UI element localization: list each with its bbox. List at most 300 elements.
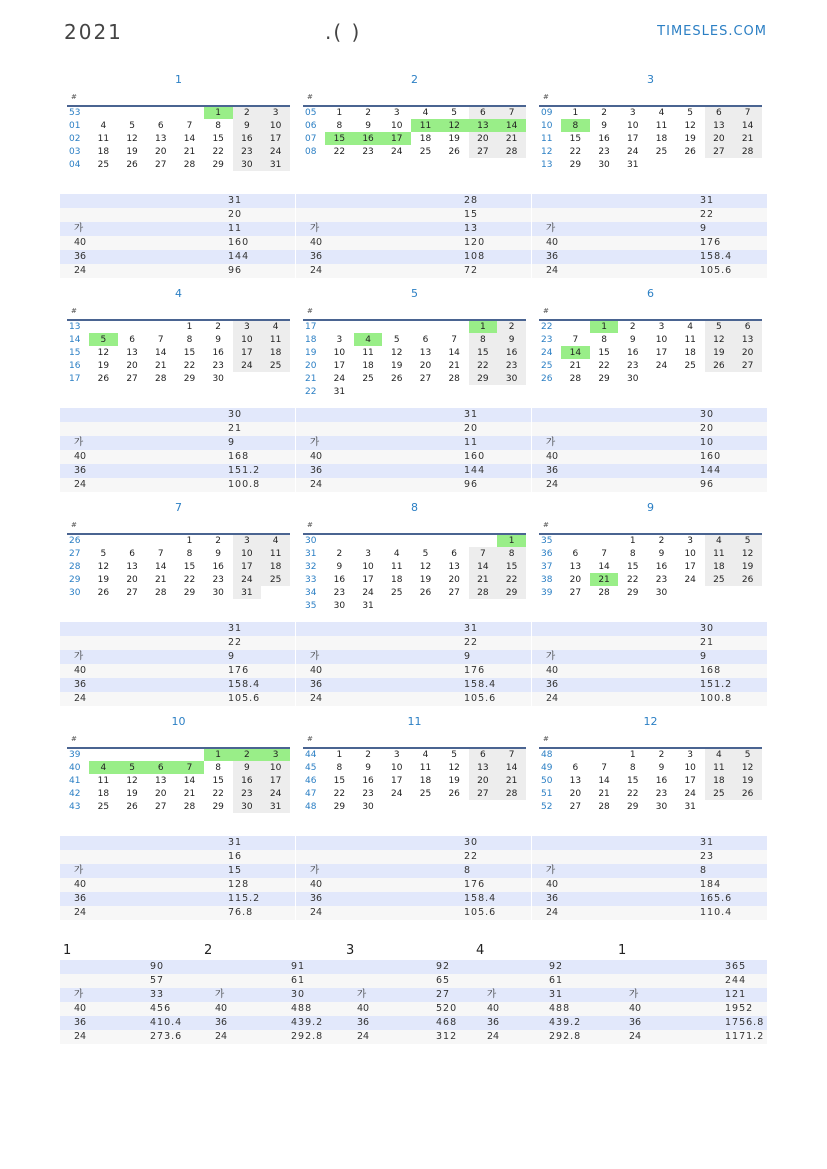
day-cell bbox=[382, 320, 411, 333]
day-cell: 25 bbox=[419, 146, 432, 157]
stats-row bbox=[532, 264, 767, 278]
month-calendar bbox=[303, 70, 526, 158]
day-cell: 19 bbox=[391, 360, 403, 371]
day-cell bbox=[89, 106, 118, 119]
stats-label: 40 bbox=[629, 1003, 642, 1014]
month-title: 12 bbox=[643, 715, 658, 728]
day-cell: 3 bbox=[687, 750, 694, 760]
day-cell bbox=[89, 320, 118, 333]
day-cell: 28 bbox=[497, 145, 526, 158]
day-cell: 11 bbox=[362, 347, 374, 358]
day-cell: 25 bbox=[97, 801, 110, 812]
day-cell: 31 bbox=[261, 800, 290, 813]
stats-label: 40 bbox=[74, 665, 87, 676]
week-row bbox=[303, 385, 526, 398]
day-cell: 18 bbox=[419, 775, 432, 786]
week-row bbox=[303, 320, 526, 333]
stats-label: 40 bbox=[546, 237, 559, 248]
day-cell bbox=[705, 372, 734, 385]
day-cell bbox=[118, 320, 147, 333]
day-cell: 27 bbox=[569, 801, 582, 812]
stats-label: 24 bbox=[74, 479, 87, 490]
week-row bbox=[67, 586, 290, 599]
day-cell bbox=[469, 534, 498, 547]
day-cell: 12 bbox=[126, 133, 138, 144]
day-cell: 10 bbox=[684, 762, 696, 773]
stats-value: 410.4 bbox=[150, 1017, 183, 1028]
day-cell: 11 bbox=[705, 547, 734, 560]
day-cell: 24 bbox=[233, 573, 262, 586]
week-row bbox=[303, 560, 526, 573]
stats-value: 10 bbox=[700, 437, 715, 448]
day-cell: 17 bbox=[655, 347, 668, 358]
day-cell: 9 bbox=[215, 548, 222, 559]
stats-value: 31 bbox=[549, 989, 564, 1000]
month-title: 7 bbox=[175, 501, 182, 514]
day-cell: 26 bbox=[684, 146, 696, 157]
day-cell: 6 bbox=[146, 761, 175, 774]
day-cell: 22 bbox=[183, 360, 196, 371]
stats-label: 가 bbox=[310, 223, 320, 234]
stats-label: 가 bbox=[546, 437, 556, 448]
stats-value: 144 bbox=[700, 465, 722, 476]
stats-label: 가 bbox=[310, 437, 320, 448]
day-cell bbox=[705, 800, 734, 813]
quarter-row bbox=[60, 70, 767, 284]
stats-value: 92 bbox=[549, 961, 564, 972]
day-cell: 18 bbox=[97, 788, 110, 799]
day-cell bbox=[233, 372, 262, 385]
day-cell: 5 bbox=[451, 108, 458, 118]
month-calendar bbox=[67, 498, 290, 599]
day-cell: 7 bbox=[469, 547, 498, 560]
day-cell: 21 bbox=[155, 360, 167, 371]
week-row bbox=[539, 158, 762, 171]
week-number: 08 bbox=[305, 146, 317, 157]
total-period-title: 3 bbox=[346, 943, 355, 958]
stats-row bbox=[473, 960, 615, 974]
day-cell: 7 bbox=[601, 762, 607, 773]
week-number: 26 bbox=[541, 373, 553, 384]
day-cell bbox=[89, 534, 118, 547]
month-days-table bbox=[303, 533, 526, 612]
month-title: 2 bbox=[411, 73, 418, 86]
week-row bbox=[303, 573, 526, 586]
day-cell: 25 bbox=[97, 159, 110, 170]
stats-label: 36 bbox=[74, 1017, 87, 1028]
day-cell: 4 bbox=[658, 108, 665, 118]
site-logo[interactable]: TIMESLES.COM bbox=[657, 24, 767, 39]
stats-value: 244 bbox=[725, 975, 747, 986]
stats-value: 31 bbox=[464, 409, 479, 420]
stats-value: 488 bbox=[549, 1003, 571, 1014]
stats-label: 24 bbox=[310, 907, 323, 918]
stats-label: 36 bbox=[74, 679, 87, 690]
day-cell: 13 bbox=[469, 119, 498, 132]
stats-row bbox=[60, 850, 295, 864]
month-stats bbox=[296, 408, 531, 492]
day-cell: 10 bbox=[333, 347, 346, 358]
week-row bbox=[539, 119, 762, 132]
stats-row bbox=[473, 988, 615, 1002]
day-cell: 4 bbox=[705, 534, 734, 547]
day-cell bbox=[440, 385, 469, 398]
week-number: 01 bbox=[69, 120, 81, 131]
day-cell: 21 bbox=[448, 360, 460, 371]
month-title: 3 bbox=[647, 73, 654, 86]
stats-row bbox=[343, 960, 473, 974]
day-cell: 13 bbox=[569, 775, 582, 786]
day-cell: 8 bbox=[186, 548, 193, 559]
stats-value: 23 bbox=[700, 851, 715, 862]
stats-value: 151.2 bbox=[228, 465, 261, 476]
month-title: 1 bbox=[175, 73, 182, 86]
stats-row bbox=[343, 1030, 473, 1044]
stats-label: 가 bbox=[74, 223, 84, 234]
week-number-header: # bbox=[71, 307, 77, 315]
week-number: 48 bbox=[305, 801, 317, 812]
week-row bbox=[303, 333, 526, 346]
month-stats bbox=[60, 622, 295, 706]
stats-row bbox=[60, 464, 295, 478]
day-cell: 4 bbox=[422, 750, 429, 760]
day-cell bbox=[676, 158, 705, 171]
stats-row bbox=[296, 478, 531, 492]
day-cell: 2 bbox=[233, 748, 262, 761]
subtitle: .( ) bbox=[325, 20, 362, 44]
month-title: 4 bbox=[175, 287, 182, 300]
day-cell: 9 bbox=[233, 119, 262, 132]
week-number: 10 bbox=[541, 120, 553, 131]
day-cell: 21 bbox=[469, 573, 498, 586]
day-cell: 26 bbox=[126, 159, 138, 170]
day-cell: 16 bbox=[233, 132, 262, 145]
stats-value: 184 bbox=[700, 879, 722, 890]
stats-row bbox=[532, 878, 767, 892]
week-number: 11 bbox=[541, 133, 553, 144]
stats-value: 144 bbox=[228, 251, 250, 262]
day-cell: 13 bbox=[155, 133, 167, 144]
stats-label: 40 bbox=[215, 1003, 228, 1014]
stats-row bbox=[296, 464, 531, 478]
stats-row bbox=[296, 664, 531, 678]
stats-value: 158.4 bbox=[700, 251, 733, 262]
day-cell bbox=[561, 320, 590, 333]
day-cell: 9 bbox=[233, 761, 262, 774]
day-cell: 29 bbox=[497, 586, 526, 599]
day-cell: 16 bbox=[627, 347, 639, 358]
week-row bbox=[539, 132, 762, 145]
day-cell bbox=[118, 534, 147, 547]
day-cell: 1 bbox=[186, 536, 193, 546]
stats-row bbox=[296, 436, 531, 450]
day-cell: 15 bbox=[183, 347, 196, 358]
week-number: 03 bbox=[69, 146, 81, 157]
month-calendar bbox=[67, 70, 290, 171]
day-cell: 9 bbox=[497, 333, 526, 346]
week-number: 36 bbox=[541, 548, 553, 559]
day-cell: 24 bbox=[333, 373, 346, 384]
day-cell bbox=[440, 320, 469, 333]
day-cell: 24 bbox=[684, 788, 696, 799]
stats-row bbox=[201, 1002, 343, 1016]
day-cell: 1 bbox=[186, 322, 193, 332]
day-cell: 16 bbox=[333, 574, 346, 585]
day-cell: 16 bbox=[362, 775, 374, 786]
day-cell: 21 bbox=[590, 573, 619, 586]
stats-value: 90 bbox=[150, 961, 165, 972]
day-cell: 30 bbox=[598, 159, 610, 170]
day-cell bbox=[590, 748, 619, 761]
stats-value: 176 bbox=[228, 665, 250, 676]
stats-row bbox=[296, 906, 531, 920]
day-cell: 27 bbox=[469, 787, 498, 800]
day-cell: 10 bbox=[261, 119, 290, 132]
stats-value: 176 bbox=[700, 237, 722, 248]
day-cell: 23 bbox=[655, 574, 668, 585]
stats-value: 1952 bbox=[725, 1003, 754, 1014]
week-row bbox=[67, 573, 290, 586]
week-number: 38 bbox=[541, 574, 553, 585]
stats-value: 365 bbox=[725, 961, 747, 972]
stats-value: 8 bbox=[700, 865, 708, 876]
day-cell: 18 bbox=[655, 133, 668, 144]
day-cell: 7 bbox=[497, 748, 526, 761]
day-cell: 15 bbox=[333, 775, 346, 786]
day-cell: 14 bbox=[469, 560, 498, 573]
day-cell: 4 bbox=[705, 748, 734, 761]
stats-row bbox=[532, 836, 767, 850]
week-row bbox=[539, 787, 762, 800]
day-cell: 29 bbox=[212, 801, 224, 812]
day-cell: 26 bbox=[97, 587, 110, 598]
week-row bbox=[539, 774, 762, 787]
day-cell: 29 bbox=[469, 372, 498, 385]
day-cell: 27 bbox=[155, 801, 167, 812]
day-cell: 23 bbox=[333, 587, 346, 598]
week-number-header: # bbox=[71, 735, 77, 743]
day-cell bbox=[440, 534, 469, 547]
stats-value: 120 bbox=[464, 237, 486, 248]
week-number: 28 bbox=[69, 561, 81, 572]
day-cell: 3 bbox=[629, 108, 636, 118]
day-cell: 3 bbox=[261, 748, 290, 761]
week-row bbox=[67, 106, 290, 119]
day-cell: 28 bbox=[469, 586, 498, 599]
day-cell: 1 bbox=[590, 320, 619, 333]
stats-value: 31 bbox=[700, 837, 715, 848]
month-stats bbox=[60, 408, 295, 492]
day-cell: 13 bbox=[569, 561, 582, 572]
day-cell bbox=[733, 586, 762, 599]
day-cell: 3 bbox=[233, 534, 262, 547]
day-cell: 26 bbox=[126, 801, 138, 812]
day-cell: 25 bbox=[362, 373, 374, 384]
day-cell: 11 bbox=[261, 333, 290, 346]
week-row bbox=[67, 158, 290, 171]
week-number: 34 bbox=[305, 587, 317, 598]
day-cell: 27 bbox=[469, 145, 498, 158]
day-cell bbox=[146, 320, 175, 333]
week-number-header: # bbox=[543, 93, 549, 101]
stats-value: 488 bbox=[291, 1003, 313, 1014]
page-header bbox=[0, 0, 827, 60]
stats-value: 15 bbox=[464, 209, 479, 220]
day-cell bbox=[382, 385, 411, 398]
stats-row bbox=[60, 692, 295, 706]
stats-label: 40 bbox=[310, 879, 323, 890]
day-cell: 22 bbox=[627, 788, 639, 799]
day-cell: 20 bbox=[126, 574, 138, 585]
day-cell: 7 bbox=[733, 106, 762, 119]
stats-row bbox=[296, 622, 531, 636]
month-stats bbox=[532, 622, 767, 706]
day-cell: 12 bbox=[97, 561, 110, 572]
day-cell bbox=[411, 385, 440, 398]
week-number: 35 bbox=[305, 600, 317, 611]
stats-label: 가 bbox=[310, 865, 320, 876]
month-title: 9 bbox=[647, 501, 654, 514]
week-row bbox=[67, 547, 290, 560]
week-number: 33 bbox=[305, 574, 317, 585]
stats-label: 24 bbox=[546, 693, 559, 704]
week-row bbox=[539, 547, 762, 560]
stats-label: 40 bbox=[310, 665, 323, 676]
stats-row bbox=[532, 906, 767, 920]
stats-value: 11 bbox=[464, 437, 479, 448]
week-row bbox=[539, 748, 762, 761]
stats-label: 가 bbox=[74, 437, 84, 448]
total-column bbox=[201, 940, 343, 1044]
day-cell: 8 bbox=[629, 762, 636, 773]
day-cell: 8 bbox=[215, 762, 222, 773]
stats-label: 40 bbox=[546, 451, 559, 462]
month-days-table bbox=[67, 747, 290, 813]
day-cell: 17 bbox=[261, 132, 290, 145]
stats-value: 27 bbox=[436, 989, 451, 1000]
stats-row bbox=[60, 836, 295, 850]
stats-row bbox=[343, 1016, 473, 1030]
stats-label: 36 bbox=[546, 251, 559, 262]
stats-value: 100.8 bbox=[700, 693, 733, 704]
month-title: 8 bbox=[411, 501, 418, 514]
month-calendar bbox=[539, 284, 762, 385]
week-row bbox=[303, 372, 526, 385]
day-cell: 11 bbox=[97, 775, 110, 786]
day-cell: 10 bbox=[655, 334, 668, 345]
day-cell: 7 bbox=[601, 548, 607, 559]
day-cell: 6 bbox=[572, 548, 579, 559]
stats-value: 168 bbox=[228, 451, 250, 462]
stats-value: 439.2 bbox=[291, 1017, 324, 1028]
stats-value: 165.6 bbox=[700, 893, 733, 904]
stats-label: 24 bbox=[357, 1031, 370, 1042]
stats-row bbox=[473, 1030, 615, 1044]
day-cell: 5 bbox=[393, 334, 400, 345]
day-cell: 6 bbox=[469, 748, 498, 761]
day-cell: 17 bbox=[333, 360, 346, 371]
day-cell: 10 bbox=[627, 120, 639, 131]
stats-label: 40 bbox=[74, 451, 87, 462]
stats-row bbox=[532, 222, 767, 236]
week-row bbox=[303, 106, 526, 119]
stats-label: 40 bbox=[546, 665, 559, 676]
day-cell bbox=[705, 158, 734, 171]
day-cell: 10 bbox=[391, 120, 403, 131]
stats-row bbox=[296, 194, 531, 208]
day-cell: 12 bbox=[448, 762, 460, 773]
stats-row bbox=[473, 1002, 615, 1016]
day-cell: 5 bbox=[687, 108, 694, 118]
week-number: 17 bbox=[305, 322, 317, 332]
stats-label: 24 bbox=[310, 479, 323, 490]
day-cell: 20 bbox=[419, 360, 432, 371]
day-cell: 11 bbox=[411, 119, 440, 132]
stats-row bbox=[343, 974, 473, 988]
day-cell: 20 bbox=[155, 788, 167, 799]
day-cell: 18 bbox=[705, 774, 734, 787]
week-number: 35 bbox=[541, 536, 553, 546]
day-cell bbox=[733, 158, 762, 171]
stats-row bbox=[60, 408, 295, 422]
week-number: 39 bbox=[69, 750, 81, 760]
day-cell: 2 bbox=[658, 536, 665, 546]
stats-value: 21 bbox=[228, 423, 243, 434]
day-cell: 6 bbox=[572, 762, 579, 773]
month-days-table bbox=[303, 105, 526, 158]
day-cell: 22 bbox=[212, 146, 224, 157]
month-calendar bbox=[67, 284, 290, 385]
stats-label: 40 bbox=[487, 1003, 500, 1014]
day-cell: 13 bbox=[419, 347, 432, 358]
day-cell: 5 bbox=[89, 333, 118, 346]
day-cell: 13 bbox=[733, 333, 762, 346]
month-days-table bbox=[539, 319, 762, 385]
week-row bbox=[303, 346, 526, 359]
day-cell: 1 bbox=[629, 750, 636, 760]
day-cell: 15 bbox=[627, 561, 639, 572]
week-row bbox=[539, 346, 762, 359]
week-number-header: # bbox=[307, 307, 313, 315]
stats-value: 100.8 bbox=[228, 479, 261, 490]
stats-row bbox=[296, 222, 531, 236]
day-cell: 12 bbox=[733, 547, 762, 560]
week-number-header: # bbox=[543, 521, 549, 529]
day-cell: 19 bbox=[448, 775, 460, 786]
day-cell bbox=[89, 748, 118, 761]
month-days-table bbox=[67, 105, 290, 171]
day-cell bbox=[146, 106, 175, 119]
day-cell: 18 bbox=[97, 146, 110, 157]
week-row bbox=[539, 586, 762, 599]
day-cell: 19 bbox=[705, 346, 734, 359]
day-cell: 27 bbox=[126, 587, 138, 598]
day-cell: 18 bbox=[391, 574, 403, 585]
week-row bbox=[539, 800, 762, 813]
week-row bbox=[67, 774, 290, 787]
day-cell: 14 bbox=[497, 119, 526, 132]
day-cell: 6 bbox=[469, 106, 498, 119]
stats-value: 9 bbox=[700, 223, 708, 234]
day-cell: 14 bbox=[733, 119, 762, 132]
stats-label: 36 bbox=[487, 1017, 500, 1028]
stats-value: 31 bbox=[228, 623, 243, 634]
stats-row bbox=[296, 678, 531, 692]
week-number: 29 bbox=[69, 574, 81, 585]
week-number: 16 bbox=[69, 360, 81, 371]
day-cell: 19 bbox=[733, 774, 762, 787]
day-cell: 6 bbox=[733, 320, 762, 333]
